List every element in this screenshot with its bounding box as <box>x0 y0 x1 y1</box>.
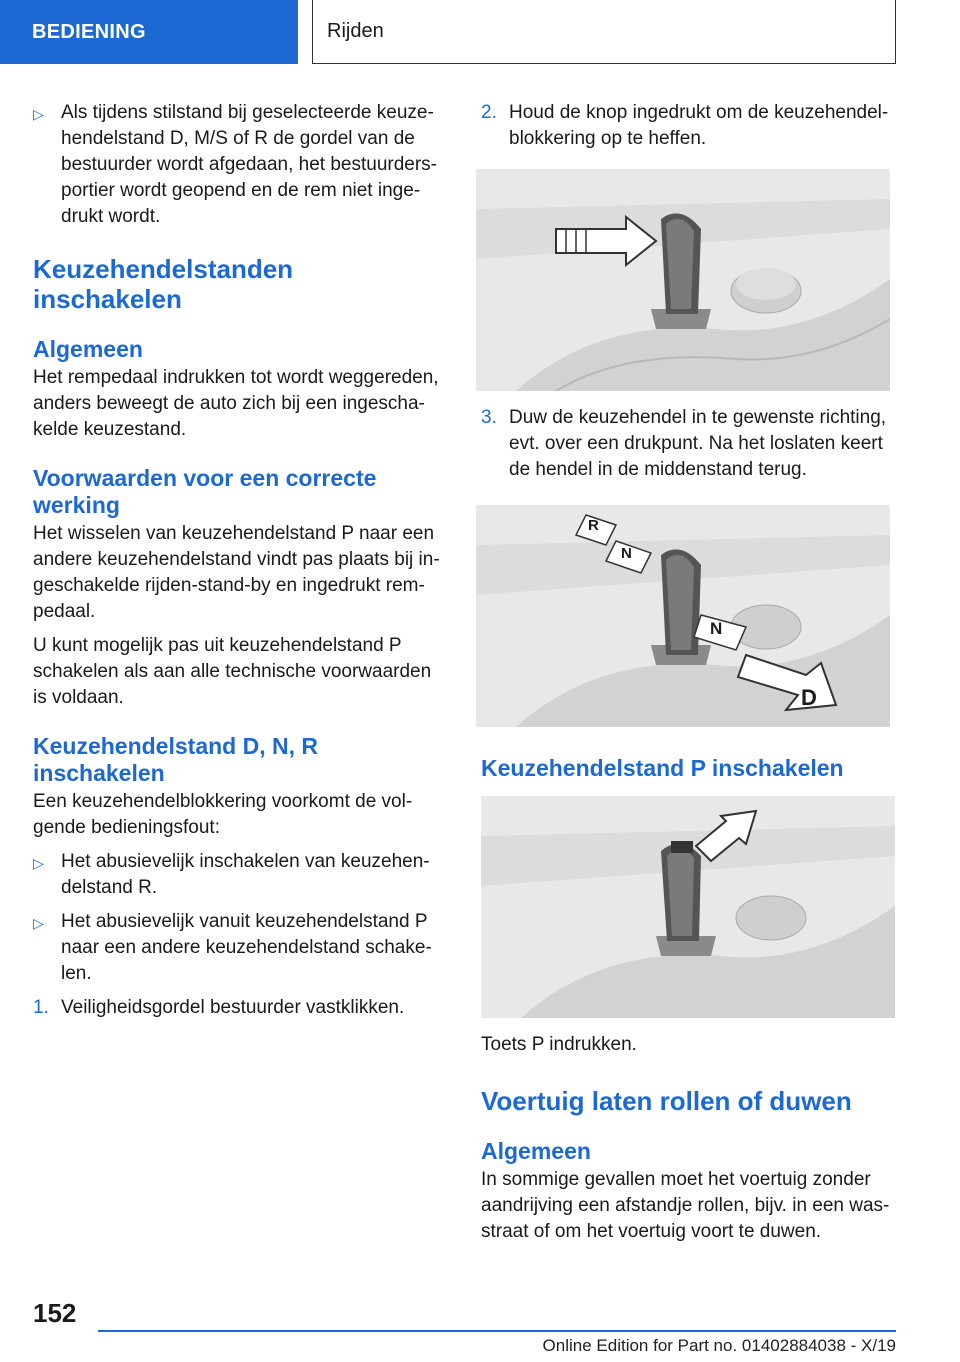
list-item: 2. Houd de knop ingedrukt om de keuzehendel-blokkering op te heffen. <box>481 102 889 149</box>
left-column <box>33 100 447 1021</box>
direction-label-n: N <box>621 545 632 562</box>
subsection-heading: Algemeen <box>33 336 143 362</box>
list-item: 1. Veiligheidsgordel bestuurder vastklikken. <box>33 997 405 1018</box>
paragraph: Toets P indrukken. <box>481 1034 637 1055</box>
section-heading: Voertuig laten rollen of duwen <box>481 1086 852 1116</box>
subsection-heading: Keuzehendelstand D, N, R inschakelen <box>33 733 318 786</box>
section-title: Rijden <box>312 0 896 64</box>
paragraph: In sommige gevallen moet het voertuig zonder aandrijving een afstandje rollen, bijv. in een was-straat of om het voertuig voort te duwen. <box>481 1169 890 1242</box>
subsection-heading: Voorwaarden voor een correcte werking <box>33 465 377 518</box>
triangle-bullet-icon: ▷ <box>33 915 44 931</box>
paragraph: Het rempedaal indrukken tot wordt weggereden, anders beweegt de auto zich bij een ingescha-kelde keuzestand. <box>33 367 439 440</box>
paragraph: Het wisselen van keuzehendelstand P naar een andere keuzehendelstand vindt pas plaats bij in-geschakelde rijden-stand-by en ingedrukt rem-pedaal. <box>33 523 440 622</box>
right-column <box>481 100 895 1245</box>
list-item: ▷ Het abusievelijk inschakelen van keuzehen-delstand R. <box>33 849 447 901</box>
list-item: ▷ Het abusievelijk vanuit keuzehendelstand P naar een andere keuzehendelstand schake-len. <box>33 909 447 987</box>
direction-label-n: N <box>710 619 723 638</box>
subsection-heading: Keuzehendelstand P inschakelen <box>481 755 844 781</box>
chapter-tab: BEDIENING <box>0 0 298 64</box>
paragraph: U kunt mogelijk pas uit keuzehendelstand P schakelen als aan alle technische voorwaarden is voldaan. <box>33 635 432 708</box>
figure-park-button <box>481 796 895 1018</box>
list-item: 3. Duw de keuzehendel in te gewenste richting, evt. over een drukpunt. Na het loslaten keert de hendel in de middenstand terug. <box>481 407 887 480</box>
figure-lever-button <box>476 169 890 391</box>
triangle-bullet-icon: ▷ <box>33 106 44 122</box>
triangle-bullet-icon: ▷ <box>33 855 44 871</box>
subsection-heading: Algemeen <box>481 1138 591 1164</box>
direction-label-r: R <box>588 517 599 534</box>
list-item: ▷ Als tijdens stilstand bij geselecteerde keuze-hendelstand D, M/S of R de gordel van de bestuurder wordt afgedaan, het bestuurders-portier wordt geopend en de rem niet inge-drukt wordt. <box>33 100 447 230</box>
direction-label-d: D <box>801 685 817 710</box>
figure-lever-directions <box>476 505 890 727</box>
section-heading: Keuzehendelstanden inschakelen <box>33 254 294 314</box>
footer-divider <box>98 1330 896 1332</box>
paragraph: Een keuzehendelblokkering voorkomt de vol-gende bedieningsfout: <box>33 791 413 838</box>
footer-edition: Online Edition for Part no. 01402884038 - X/19 <box>542 1336 896 1355</box>
page-number: 152 <box>33 1298 77 1328</box>
